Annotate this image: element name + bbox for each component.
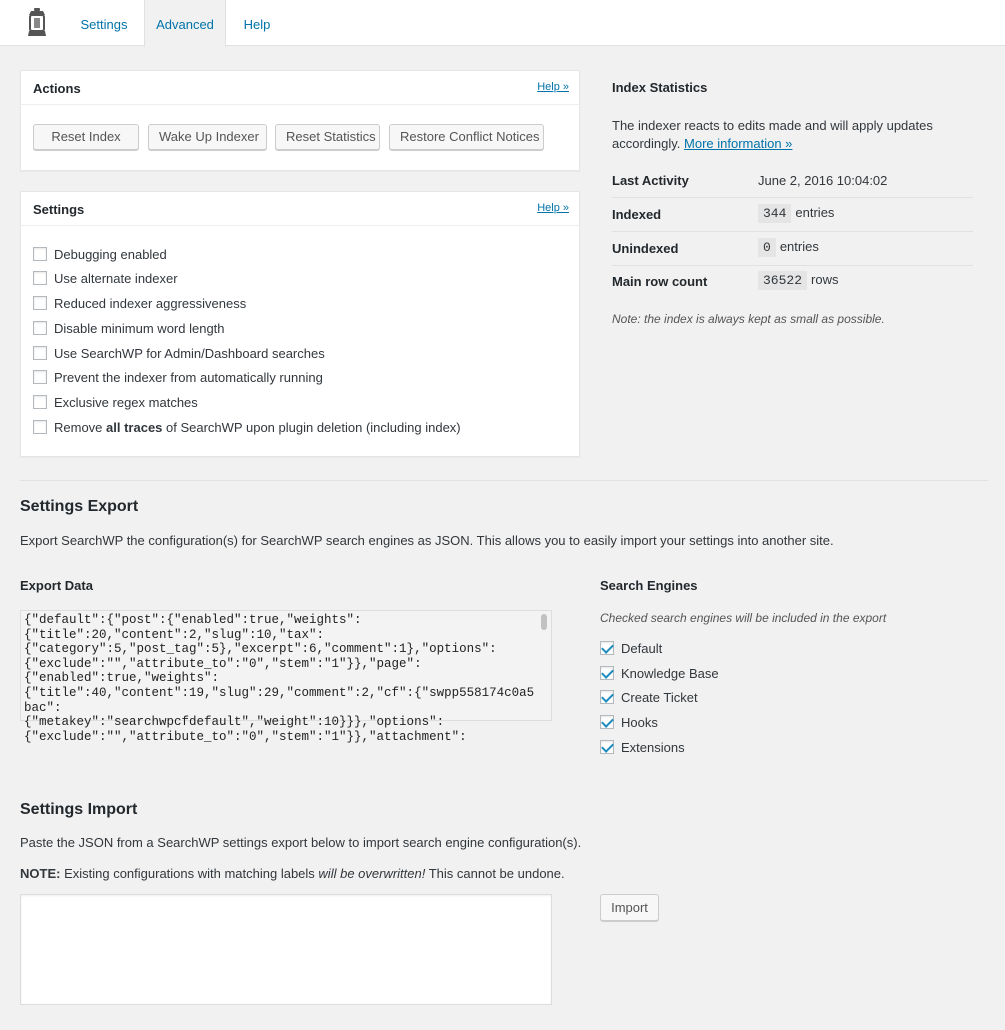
option-admin-searches[interactable] <box>33 344 325 362</box>
actions-panel-header <box>21 71 579 105</box>
option-reduced-aggressiveness[interactable] <box>33 294 246 312</box>
checkbox[interactable] <box>600 666 614 680</box>
export-data-textarea[interactable] <box>20 610 552 744</box>
option-label: Use alternate indexer <box>54 270 178 286</box>
engine-create-ticket[interactable] <box>600 688 698 706</box>
engine-label: Extensions <box>621 739 685 755</box>
option-label: Remove all traces of SearchWP upon plugin deletion (including index) <box>54 419 461 435</box>
export-data-label: Export Data <box>20 578 93 593</box>
search-engines-label: Search Engines <box>600 578 698 593</box>
export-data-content: {"default":{"post":{"enabled":true,"weights": {"title":20,"content":2,"slug":10,"tax": {"category":5,"post_tag":5},"excerpt":6,"comment":1},"options": {"exclude":"","attribute_to":"0","stem":"1"}},"page": {"enabled":true,"weights": {"title":40,"content":19,"slug":29,"comment":2,"cf":{"swpp558174c0a5bac": {"metakey":"searchwpcfdefault","weight":10}}},"options": {"exclude":"","attribute_to":"0","stem":"1"}},"attachment": <box>24 613 535 744</box>
import-json-textarea[interactable] <box>20 894 552 1005</box>
option-exclusive-regex[interactable] <box>33 393 198 411</box>
stat-value: 0 entries <box>758 238 819 257</box>
reset-index-button[interactable]: Reset Index <box>33 124 139 150</box>
engine-extensions[interactable] <box>600 738 685 756</box>
lantern-logo-icon <box>26 8 48 38</box>
settings-import-description: Paste the JSON from a SearchWP settings export below to import search engine configuration(s). <box>20 835 582 850</box>
stat-label: Unindexed <box>612 241 679 256</box>
stat-label: Main row count <box>612 274 708 289</box>
engine-label: Knowledge Base <box>621 665 719 681</box>
top-nav-bar <box>0 0 1005 46</box>
option-label: Disable minimum word length <box>54 320 225 336</box>
export-scrollbar[interactable] <box>538 612 550 719</box>
stat-value: 36522 rows <box>758 271 838 290</box>
option-label: Reduced indexer aggressiveness <box>54 295 247 311</box>
section-divider <box>20 480 988 481</box>
engine-default[interactable] <box>600 639 662 657</box>
stat-row-unindexed <box>612 232 973 266</box>
option-prevent-auto-indexing[interactable] <box>33 368 323 386</box>
engine-knowledge-base[interactable] <box>600 664 719 682</box>
scroll-thumb[interactable] <box>541 614 547 630</box>
option-label: Debugging enabled <box>54 246 167 262</box>
option-disable-min-word-length[interactable] <box>33 319 225 337</box>
index-statistics-note: Note: the index is always kept as small as possible. <box>612 312 885 326</box>
actions-title: Actions <box>33 81 81 96</box>
import-button[interactable]: Import <box>600 894 659 921</box>
index-statistics-description: The indexer reacts to edits made and will apply updates accordingly. More information » <box>612 118 933 151</box>
option-remove-all-traces[interactable] <box>33 418 461 436</box>
checkbox[interactable] <box>33 271 47 285</box>
checkbox[interactable] <box>33 370 47 384</box>
settings-title: Settings <box>33 202 85 217</box>
option-label: Prevent the indexer from automatically running <box>54 369 323 385</box>
checkbox[interactable] <box>600 641 614 655</box>
settings-import-warning: NOTE: Existing configurations with matching labels will be overwritten! This cannot be undone. <box>20 866 565 881</box>
option-label: Exclusive regex matches <box>54 394 198 410</box>
checkbox[interactable] <box>33 321 47 335</box>
tab-settings[interactable]: Settings <box>80 17 128 32</box>
option-alternate-indexer[interactable] <box>33 269 178 287</box>
tab-advanced[interactable]: Advanced <box>144 0 226 47</box>
actions-panel <box>20 70 580 171</box>
stat-row-last-activity <box>612 164 973 198</box>
settings-help-link[interactable]: Help » <box>537 202 569 214</box>
stat-value: June 2, 2016 10:04:02 <box>758 173 888 188</box>
settings-export-heading: Settings Export <box>20 498 139 515</box>
search-engines-note: Checked search engines will be included in the export <box>600 611 887 625</box>
checkbox[interactable] <box>33 296 47 310</box>
engine-hooks[interactable] <box>600 713 658 731</box>
engine-label: Hooks <box>621 714 658 730</box>
checkbox[interactable] <box>33 247 47 261</box>
stat-row-indexed <box>612 198 973 232</box>
settings-panel-header <box>21 192 579 226</box>
index-statistics-title: Index Statistics <box>612 80 708 95</box>
actions-help-link[interactable]: Help » <box>537 81 569 93</box>
checkbox[interactable] <box>33 420 47 434</box>
engine-label: Create Ticket <box>621 689 698 705</box>
stat-row-main-row-count <box>612 265 973 299</box>
checkbox[interactable] <box>600 715 614 729</box>
wake-up-indexer-button[interactable]: Wake Up Indexer <box>148 124 267 150</box>
settings-import-heading: Settings Import <box>20 801 138 818</box>
option-label: Use SearchWP for Admin/Dashboard searches <box>54 345 325 361</box>
more-information-link[interactable]: More information » <box>684 136 793 151</box>
checkbox[interactable] <box>600 690 614 704</box>
stat-label: Indexed <box>612 207 662 222</box>
settings-panel <box>20 191 580 457</box>
settings-export-description: Export SearchWP the configuration(s) for SearchWP search engines as JSON. This allows you to easily import your settings into another site. <box>20 533 834 548</box>
checkbox[interactable] <box>33 395 47 409</box>
option-debugging-enabled[interactable] <box>33 245 167 263</box>
restore-conflict-notices-button[interactable]: Restore Conflict Notices <box>389 124 544 150</box>
engine-label: Default <box>621 640 663 656</box>
checkbox[interactable] <box>33 346 47 360</box>
stat-label: Last Activity <box>612 173 689 188</box>
tab-help[interactable]: Help <box>243 17 271 32</box>
checkbox[interactable] <box>600 740 614 754</box>
stat-value: 344 entries <box>758 204 834 223</box>
reset-statistics-button[interactable]: Reset Statistics <box>275 124 380 150</box>
